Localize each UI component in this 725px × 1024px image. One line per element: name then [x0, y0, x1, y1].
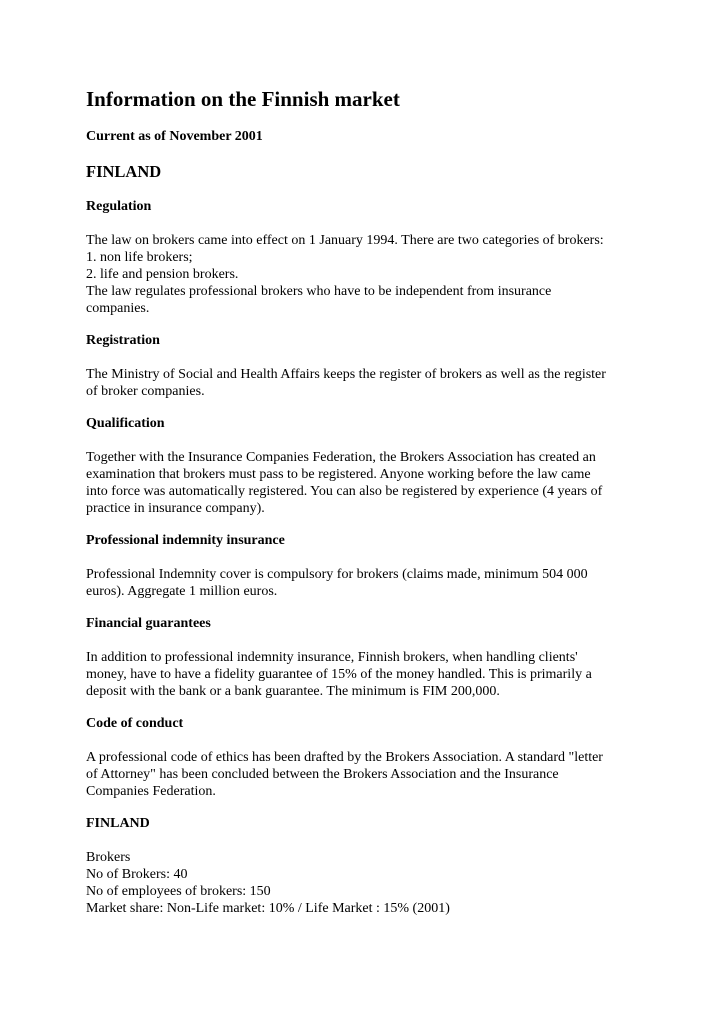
text-line: into force was automatically registered. You can also be registered by experience (4 years of: [86, 484, 603, 499]
text-line: A professional code of ethics has been drafted by the Brokers Association. A standard "letter: [86, 750, 603, 765]
summary-heading: FINLAND: [86, 816, 150, 831]
text-line: of broker companies.: [86, 384, 205, 399]
section-body-registration: [86, 366, 646, 400]
text-line: Professional Indemnity cover is compulsory for brokers (claims made, minimum 504 000: [86, 567, 588, 582]
text-line: money, have to have a fidelity guarantee of 15% of the money handled. This is primarily a: [86, 667, 592, 682]
summary-line: Market share: Non-Life market: 10% / Life Market : 15% (2001): [86, 901, 450, 916]
section-heading-financial-guarantees: Financial guarantees: [86, 616, 211, 631]
text-line: In addition to professional indemnity insurance, Finnish brokers, when handling clients': [86, 650, 578, 665]
section-body-professional-indemnity: [86, 566, 646, 600]
text-line: The Ministry of Social and Health Affairs keeps the register of brokers as well as the register: [86, 367, 606, 382]
summary-block: [86, 849, 646, 917]
text-line: Companies Federation.: [86, 784, 216, 799]
section-body-qualification: [86, 449, 646, 517]
section-heading-regulation: Regulation: [86, 199, 152, 214]
text-line: euros). Aggregate 1 million euros.: [86, 584, 278, 599]
text-line: 1. non life brokers;: [86, 250, 193, 265]
summary-line: No of employees of brokers: 150: [86, 884, 271, 899]
text-line: The law regulates professional brokers who have to be independent from insurance: [86, 284, 552, 299]
text-line: deposit with the bank or a bank guarantee. The minimum is FIM 200,000.: [86, 684, 500, 699]
section-heading-professional-indemnity: Professional indemnity insurance: [86, 533, 285, 548]
section-heading-code-of-conduct: Code of conduct: [86, 716, 184, 731]
document-title: Information on the Finnish market: [86, 87, 400, 111]
text-line: 2. life and pension brokers.: [86, 267, 239, 282]
section-heading-qualification: Qualification: [86, 416, 165, 431]
section-body-regulation: [86, 232, 646, 317]
section-body-code-of-conduct: [86, 749, 646, 800]
text-line: practice in insurance company).: [86, 501, 265, 516]
summary-line: Brokers: [86, 850, 131, 865]
text-line: companies.: [86, 301, 150, 316]
current-as-of: Current as of November 2001: [86, 129, 263, 144]
text-line: of Attorney" has been concluded between the Brokers Association and the Insurance: [86, 767, 559, 782]
text-line: examination that brokers must pass to be registered. Anyone working before the law came: [86, 467, 591, 482]
document-page: [86, 84, 646, 917]
section-body-financial-guarantees: [86, 649, 646, 700]
country-heading: FINLAND: [86, 162, 162, 181]
text-line: Together with the Insurance Companies Federation, the Brokers Association has created an: [86, 450, 596, 465]
text-line: The law on brokers came into effect on 1 January 1994. There are two categories of brokers:: [86, 233, 604, 248]
summary-line: No of Brokers: 40: [86, 867, 188, 882]
section-heading-registration: Registration: [86, 333, 160, 348]
